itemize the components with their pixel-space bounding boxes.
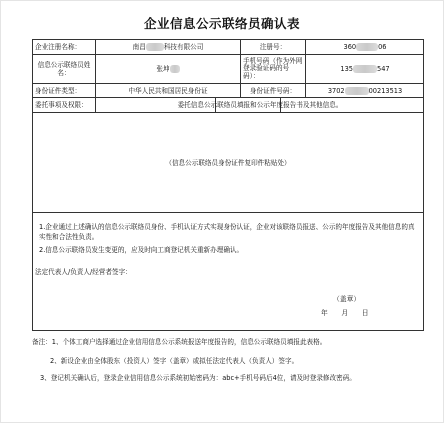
id-copy-paste-area: （信息公示联络员身份证件复印件粘贴处） bbox=[165, 158, 291, 167]
liaison-name-value bbox=[96, 55, 240, 83]
id-type-label: 身份证件类型： bbox=[35, 86, 82, 95]
registration-number-value bbox=[306, 40, 424, 54]
redaction-blur bbox=[345, 87, 369, 95]
note-1: 备注：1、个体工商户选择通过企业信用信息公示系统报送年度报告的，信息公示联络员填报此表格。 bbox=[32, 338, 327, 346]
declaration-2: 2.信息公示联络员发生变更的，应及时向工商登记机关重新办理确认。 bbox=[39, 246, 244, 254]
company-name-prefix: 南昌 bbox=[132, 43, 146, 51]
registration-number-prefix: 360 bbox=[343, 43, 357, 51]
date-label: 年 月 日 bbox=[321, 309, 369, 317]
id-number-suffix: 00213513 bbox=[368, 86, 403, 95]
declaration-1: 1.企业通过上述确认的信息公示联络员身份、手机认证方式实现身份认证，企业对该联络员报送、公示的年度报告及其他信息的真实性和合法性负责。 bbox=[39, 223, 415, 241]
row-divider bbox=[33, 212, 423, 213]
registration-number-suffix: 06 bbox=[378, 43, 387, 51]
redaction-blur bbox=[353, 65, 377, 73]
mobile-number-value bbox=[306, 55, 424, 83]
form-table bbox=[32, 39, 424, 331]
note-3: 3、登记机关确认后，登录企业信用信息公示系统初始密码为：abc+手机号码后4位，请及时登录修改密码。 bbox=[40, 374, 356, 382]
signature-label: 法定代表人/负责人/经营者签字： bbox=[35, 268, 132, 276]
id-number-label: 身份证件号码： bbox=[249, 86, 297, 95]
company-name-value bbox=[96, 40, 240, 54]
redaction-blur bbox=[146, 43, 164, 51]
seal-label: （盖章） bbox=[333, 295, 361, 303]
redaction-blur bbox=[356, 43, 378, 51]
mobile-number-suffix: 547 bbox=[377, 65, 390, 73]
document-title: 企业信息公示联络员确认表 bbox=[143, 16, 300, 31]
id-number-value bbox=[306, 84, 424, 97]
id-number-prefix: 3702 bbox=[327, 86, 345, 95]
entrusted-matters-value: 委托信息公示联络员填报和公示年度报告书及其他信息。 bbox=[177, 101, 343, 109]
liaison-name-text: 张坤 bbox=[156, 65, 170, 73]
entrusted-matters-label: 委托事项及权限： bbox=[35, 101, 88, 109]
company-name-suffix: 科技有限公司 bbox=[163, 43, 204, 51]
id-type-value: 中华人民共和国居民身份证 bbox=[128, 86, 208, 95]
company-name-label: 企业注册名称： bbox=[35, 43, 82, 51]
note-2: 2、新设企业由全体股东（投资人）签字（盖章）或拟任法定代表人（负责人）签字。 bbox=[50, 357, 299, 365]
registration-number-label: 注册号： bbox=[259, 43, 287, 51]
redaction-blur bbox=[170, 65, 180, 73]
mobile-number-label: 手机号码（作为外网登录验证码的号码）： bbox=[243, 56, 303, 80]
mobile-number-prefix: 135 bbox=[340, 65, 353, 73]
liaison-name-label: 信息公示联络员姓名： bbox=[37, 61, 91, 77]
